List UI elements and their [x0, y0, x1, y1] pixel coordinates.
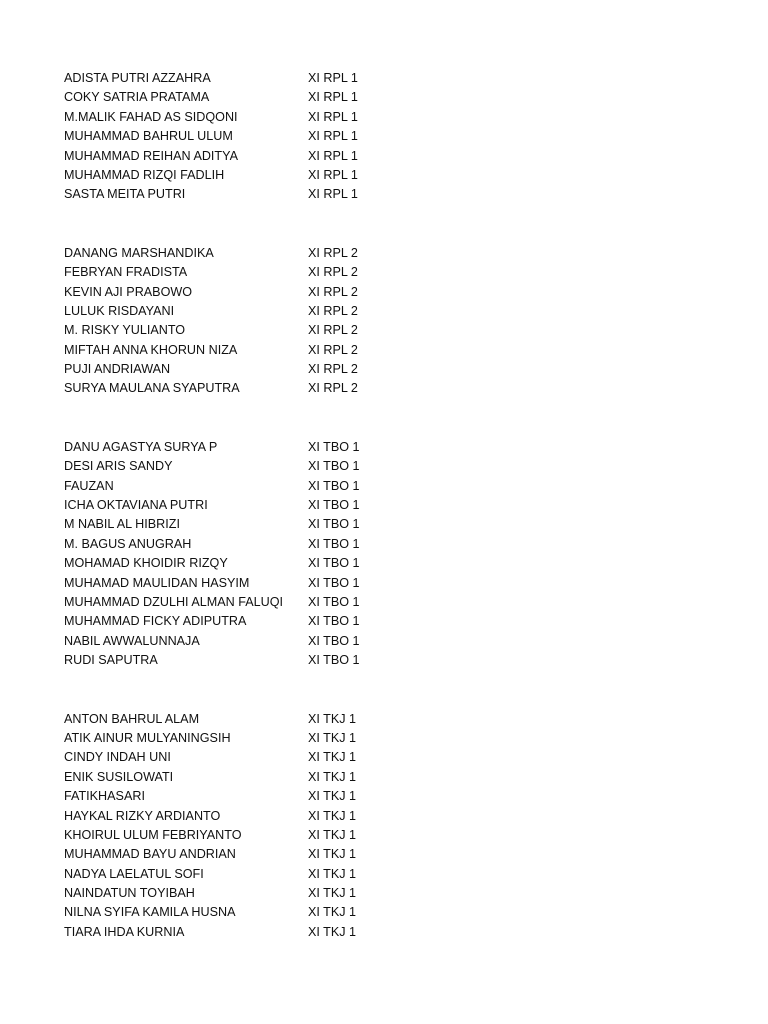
student-class: XI TBO 1: [308, 594, 360, 609]
student-name: ADISTA PUTRI AZZAHRA: [64, 71, 211, 85]
student-class: XI TKJ 1: [308, 924, 357, 939]
student-class: XI TBO 1: [308, 459, 360, 474]
student-name: MUHAMMAD DZULHI ALMAN FALUQI: [64, 594, 284, 609]
student-name: DANU AGASTYA SURYA P: [64, 439, 218, 454]
student-name: ENIK SUSILOWATI: [64, 769, 174, 784]
student-name: MOHAMAD KHOIDIR RIZQY: [64, 556, 228, 571]
student-name: ANTON BAHRUL ALAM: [64, 711, 200, 726]
student-row: [64, 729, 704, 748]
student-row: [64, 748, 704, 767]
student-row: [64, 787, 704, 806]
student-name: NAINDATUN TOYIBAH: [64, 886, 195, 901]
student-class: XI RPL 1: [308, 129, 358, 144]
student-class: XI TBO 1: [308, 575, 360, 590]
student-class: XI TKJ 1: [308, 769, 357, 784]
student-name: KHOIRUL ULUM FEBRIYANTO: [64, 827, 242, 842]
class-group: [64, 438, 704, 671]
student-row: [64, 496, 704, 515]
student-name: DESI ARIS SANDY: [64, 459, 173, 474]
student-name: NADYA LAELATUL SOFI: [64, 866, 204, 881]
student-row: [64, 263, 704, 282]
student-name: MUHAMAD MAULIDAN HASYIM: [64, 575, 250, 590]
student-class: XI TKJ 1: [308, 750, 357, 765]
student-name: ICHA OKTAVIANA PUTRI: [64, 498, 208, 513]
student-name: M. BAGUS ANUGRAH: [64, 536, 192, 551]
student-class: XI RPL 1: [308, 109, 358, 124]
student-row: [64, 147, 704, 166]
student-name: COKY SATRIA PRATAMA: [64, 90, 210, 105]
student-name: M.MALIK FAHAD AS SIDQONI: [64, 109, 238, 124]
student-class: XI TKJ 1: [308, 808, 357, 823]
student-name: RUDI SAPUTRA: [64, 653, 158, 668]
student-class: XI RPL 2: [308, 303, 358, 318]
student-class: XI TBO 1: [308, 517, 360, 532]
class-group: [64, 710, 704, 943]
student-class: XI TKJ 1: [308, 847, 357, 862]
student-name: TIARA IHDA KURNIA: [64, 924, 185, 939]
student-row: [64, 360, 704, 379]
student-class: XI TKJ 1: [308, 886, 357, 901]
student-row: [64, 865, 704, 884]
student-row: [64, 166, 704, 185]
student-row: [64, 321, 704, 340]
student-name: LULUK RISDAYANI: [64, 303, 175, 318]
student-name: MUHAMMAD REIHAN ADITYA: [64, 148, 238, 163]
student-name: SASTA MEITA PUTRI: [64, 187, 186, 202]
student-row: [64, 768, 704, 787]
student-row: [64, 807, 704, 826]
student-name: MUHAMMAD RIZQI FADLIH: [64, 167, 225, 182]
student-class: XI TBO 1: [308, 536, 360, 551]
student-class: XI TBO 1: [308, 478, 360, 493]
student-row: [64, 244, 704, 263]
student-name: PUJI ANDRIAWAN: [64, 362, 171, 377]
student-row: [64, 127, 704, 146]
student-name: M. RISKY YULIANTO: [64, 323, 186, 338]
student-roster: [64, 69, 704, 981]
student-row: [64, 612, 704, 631]
student-class: XI TKJ 1: [308, 866, 357, 881]
student-name: ATIK AINUR MULYANINGSIH: [64, 730, 231, 745]
student-row: [64, 457, 704, 476]
student-row: [64, 593, 704, 612]
student-row: [64, 574, 704, 593]
student-name: SURYA MAULANA SYAPUTRA: [64, 381, 240, 396]
student-row: [64, 341, 704, 360]
student-class: XI RPL 2: [308, 323, 358, 338]
student-name: FATIKHASARI: [64, 789, 145, 804]
student-class: XI TKJ 1: [308, 730, 357, 745]
student-row: [64, 651, 704, 670]
student-row: [64, 903, 704, 922]
student-name: NILNA SYIFA KAMILA HUSNA: [64, 905, 236, 920]
student-name: MIFTAH ANNA KHORUN NIZA: [64, 342, 238, 357]
student-name: M NABIL AL HIBRIZI: [64, 517, 180, 532]
student-class: XI RPL 2: [308, 284, 358, 299]
student-name: CINDY INDAH UNI: [64, 750, 171, 765]
student-name: MUHAMMAD FICKY ADIPUTRA: [64, 614, 247, 629]
student-row: [64, 710, 704, 729]
student-class: XI RPL 1: [308, 71, 358, 85]
student-name: NABIL AWWALUNNAJA: [64, 633, 200, 648]
student-class: XI RPL 2: [308, 342, 358, 357]
student-class: XI TKJ 1: [308, 711, 357, 726]
student-class: XI TBO 1: [308, 633, 360, 648]
student-row: [64, 826, 704, 845]
student-class: XI RPL 2: [308, 381, 358, 396]
student-row: [64, 554, 704, 573]
student-row: [64, 845, 704, 864]
student-class: XI TKJ 1: [308, 789, 357, 804]
student-name: MUHAMMAD BAYU ANDRIAN: [64, 847, 236, 862]
student-name: KEVIN AJI PRABOWO: [64, 284, 193, 299]
student-row: [64, 283, 704, 302]
class-group: [64, 244, 704, 399]
student-name: FEBRYAN FRADISTA: [64, 265, 188, 280]
student-row: [64, 477, 704, 496]
student-class: XI RPL 1: [308, 148, 358, 163]
student-class: XI TBO 1: [308, 614, 360, 629]
student-row: [64, 185, 704, 204]
student-class: XI TBO 1: [308, 653, 360, 668]
student-name: FAUZAN: [64, 478, 114, 493]
student-name: DANANG MARSHANDIKA: [64, 245, 214, 260]
student-row: [64, 923, 704, 942]
student-row: [64, 88, 704, 107]
student-class: XI RPL 1: [308, 187, 358, 202]
student-row: [64, 302, 704, 321]
student-class: XI TBO 1: [308, 556, 360, 571]
student-class: XI RPL 2: [308, 245, 358, 260]
student-row: [64, 535, 704, 554]
class-group: [64, 69, 704, 205]
student-class: XI RPL 2: [308, 362, 358, 377]
student-row: [64, 515, 704, 534]
student-class: XI TKJ 1: [308, 905, 357, 920]
student-name: MUHAMMAD BAHRUL ULUM: [64, 129, 233, 144]
student-row: [64, 379, 704, 398]
student-row: [64, 884, 704, 903]
student-row: [64, 108, 704, 127]
student-class: XI RPL 1: [308, 167, 358, 182]
student-class: XI TKJ 1: [308, 827, 357, 842]
student-row: [64, 632, 704, 651]
student-name: HAYKAL RIZKY ARDIANTO: [64, 808, 221, 823]
student-class: XI TBO 1: [308, 439, 360, 454]
student-class: XI TBO 1: [308, 498, 360, 513]
student-class: XI RPL 2: [308, 265, 358, 280]
student-row: [64, 438, 704, 457]
student-class: XI RPL 1: [308, 90, 358, 105]
student-row: [64, 69, 704, 88]
